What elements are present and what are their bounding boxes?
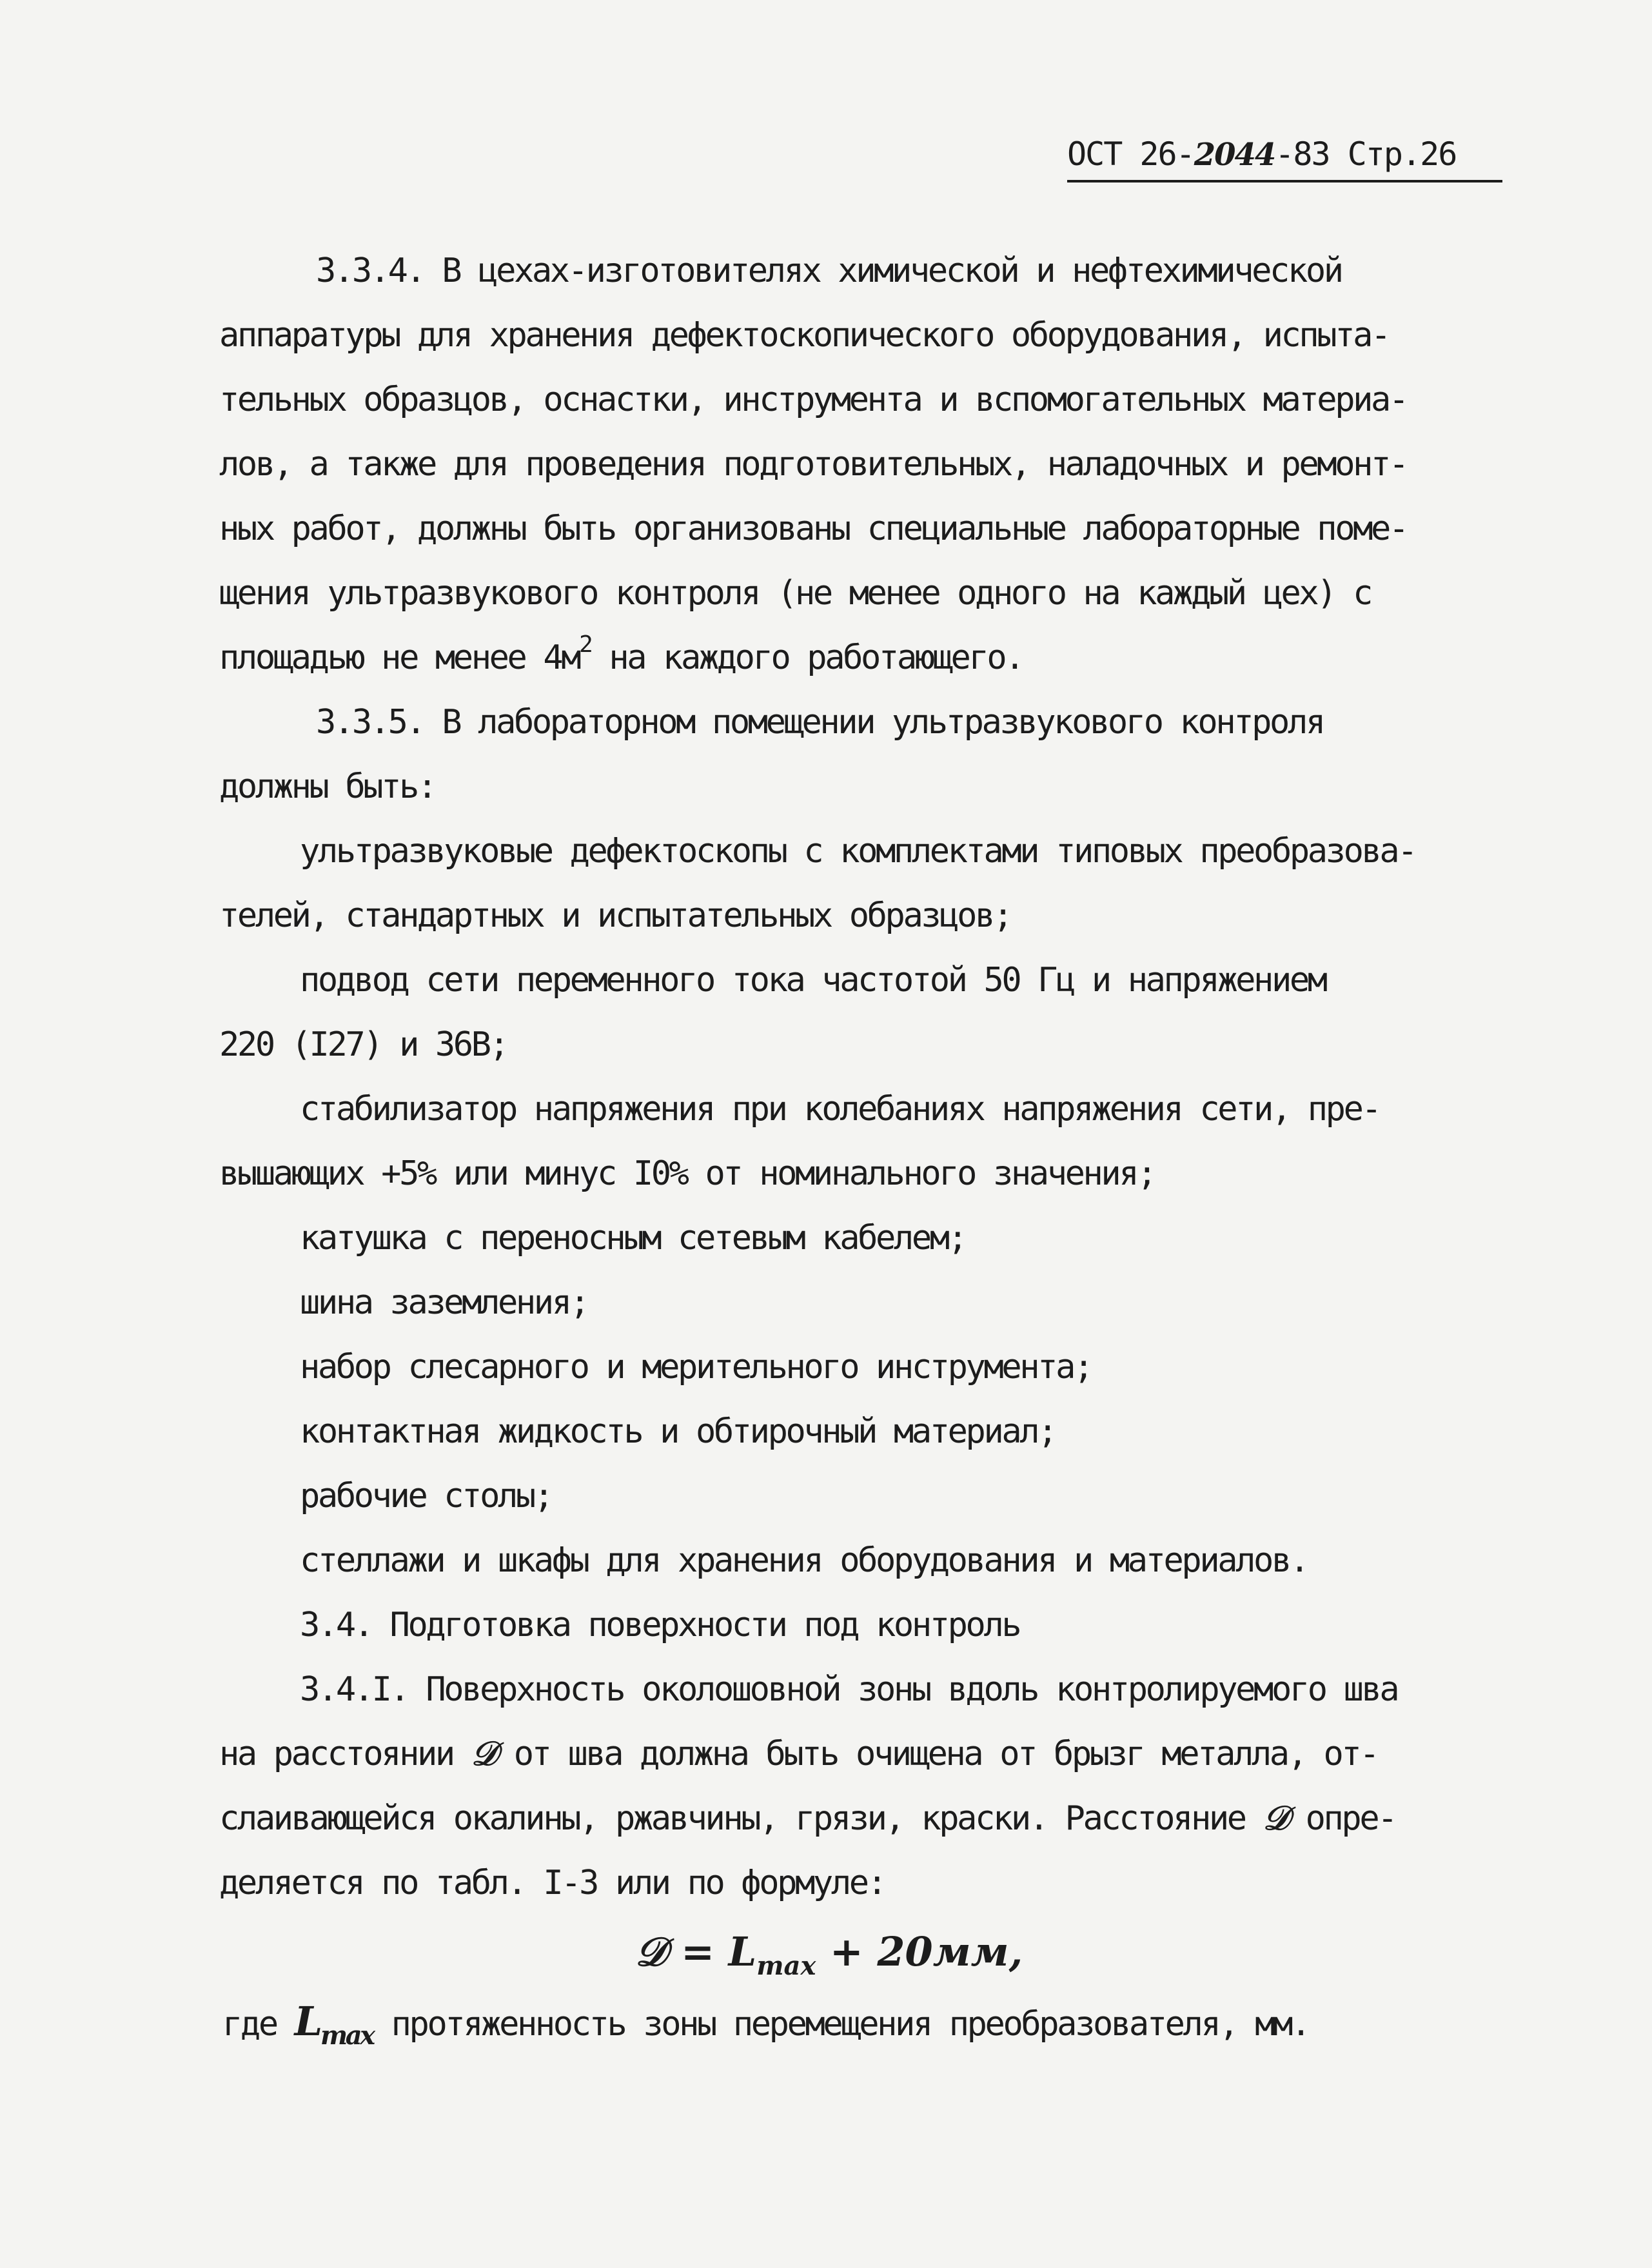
text-line: тельных образцов, оснастки, инструмента и вспомогательных материа- [219,380,1407,419]
text-line: катушка с переносным сетевым кабелем; [300,1219,966,1257]
section-heading: 3.4. Подготовка поверхности под контроль [300,1606,1020,1644]
text-line: ультразвуковые дефектоскопы с комплектами типовых преобразова- [300,832,1416,871]
text-line: слаивающейся окалины, ржавчины, грязи, краски. Расстояние 𝒟 опре- [219,1799,1396,1838]
text-line: должны быть: [219,767,435,806]
symbol-l: L [294,1998,320,2045]
formula: 𝒟 = $L_{max} + 20мм$, [635,1928,1023,1981]
text-line: стабилизатор напряжения при колебаниях напряжения сети, пре- [300,1090,1380,1129]
text-line: вышающих +5% или минус I0% от номинального значения; [219,1154,1155,1193]
text-line: телей, стандартных и испытательных образцов; [219,896,1011,935]
text-line: где $L_{max}$ протяженность зоны перемещения преобразователя, мм. [222,1998,1309,2051]
text-line: контактная жидкость и обтирочный материал; [300,1412,1056,1451]
subscript-max: max [320,2020,373,2051]
text-line: стеллажи и шкафы для хранения оборудования и материалов. [300,1541,1308,1580]
text-line: деляется по табл. I-3 или по формуле: [219,1864,885,1902]
page-header [1067,135,1506,173]
header-suffix: -83 Стр.26 [1275,135,1457,173]
header-handwritten-number: 2044 [1194,137,1275,173]
text-line: 3.3.4. В цехах-изготовителях химической и нефтехимической [316,251,1342,290]
header-prefix: ОСТ 26- [1067,135,1194,173]
text-line: ных работ, должны быть организованы специальные лабораторные поме- [219,509,1407,548]
header-underline [1067,180,1502,182]
text-line: на расстоянии 𝒟 от шва должна быть очищена от брызг металла, от- [219,1734,1378,1773]
text-line: подвод сети переменного тока частотой 50 Гц и напряжением [300,961,1326,1000]
superscript: 2 [579,631,591,658]
text-line: рабочие столы; [300,1477,552,1515]
text-line: площадью не менее $4м^2$ на каждого работающего. [219,631,1023,677]
text-line: 220 (I27) и 36В; [219,1025,507,1064]
text-line: 3.4.I. Поверхность околошовной зоны вдоль контролируемого шва [300,1670,1398,1709]
text-line: набор слесарного и мерительного инструмента; [300,1348,1092,1386]
text-line: 3.3.5. В лабораторном помещении ультразвукового контроля [316,703,1324,742]
text-line: аппаратуры для хранения дефектоскопического оборудования, испыта- [219,316,1389,355]
symbol-d: 𝒟 [1263,1799,1288,1838]
text-line: шина заземления; [300,1283,588,1322]
symbol-d: 𝒟 [471,1734,496,1773]
text-line: щения ультразвукового контроля (не менее одного на каждый цех) с [219,574,1372,613]
text-line: лов, а также для проведения подготовительных, наладочных и ремонт- [219,445,1407,484]
